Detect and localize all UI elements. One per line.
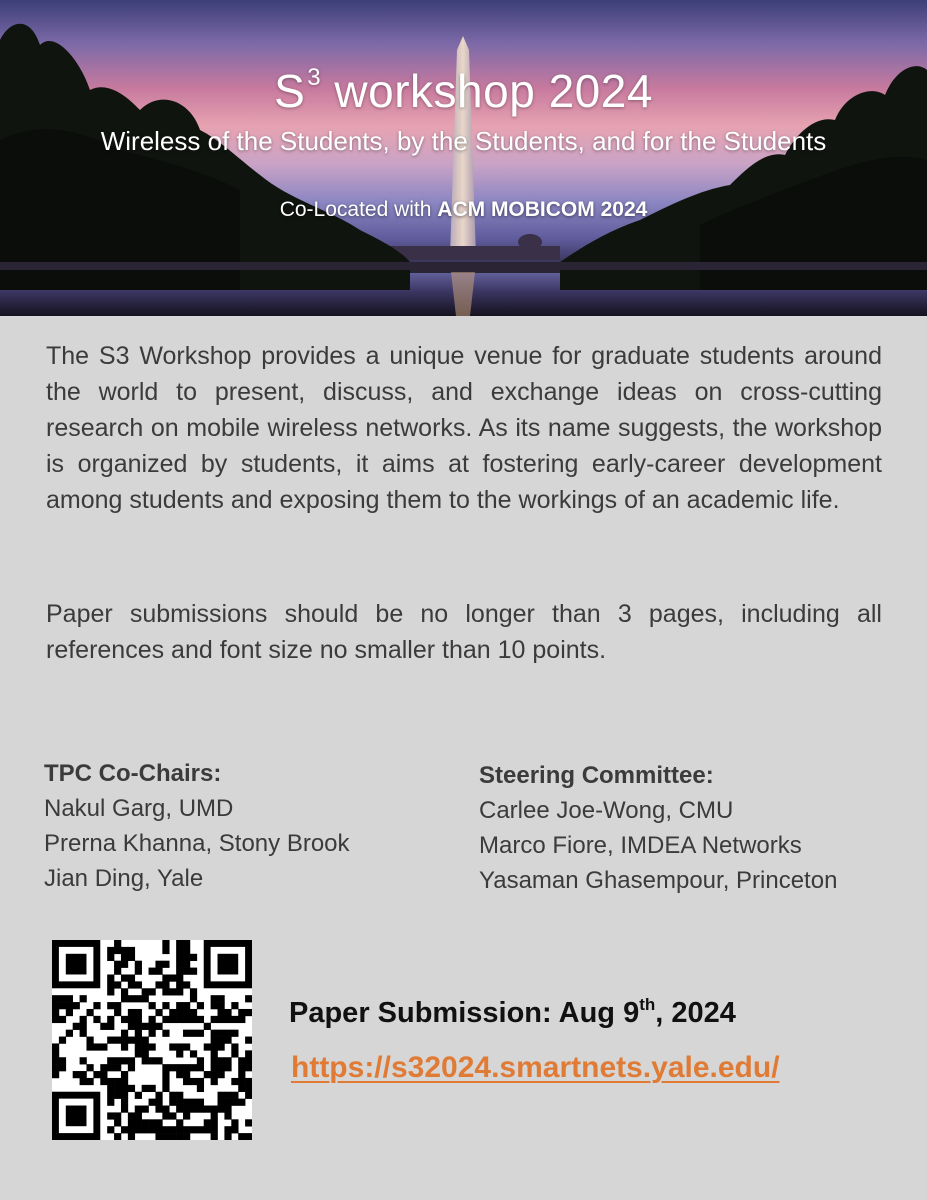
deadline-ordinal: th xyxy=(639,995,656,1014)
workshop-description: The S3 Workshop provides a unique venue for graduate students around the world to present, discuss, and exchange ideas on cross-cutting research on mobile wireless networks. As its name suggests, the workshop is organized by students, it aims at fostering early-career development among students and exposing them to the workings of an academic life. xyxy=(46,342,882,514)
tpc-member: Jian Ding, Yale xyxy=(44,865,204,892)
colocated-line xyxy=(0,198,927,222)
colocated-prefix: Co-Located with xyxy=(279,198,438,221)
submission-requirements: Paper submissions should be no longer than 3 pages, including all references and font size no smaller than 10 points. xyxy=(46,600,882,664)
tpc-member: Prerna Khanna, Stony Brook xyxy=(44,830,350,857)
colocated-event: ACM MOBICOM 2024 xyxy=(437,198,648,221)
workshop-website-link[interactable]: https://s32024.smartnets.yale.edu/ xyxy=(291,1051,780,1084)
tpc-member: Nakul Garg, UMD xyxy=(44,795,234,822)
deadline-year: , 2024 xyxy=(655,997,736,1029)
steering-committee xyxy=(479,758,837,898)
steering-member: Marco Fiore, IMDEA Networks xyxy=(479,832,802,859)
title-rest: workshop 2024 xyxy=(321,65,653,117)
deadline-label: Paper Submission: Aug 9 xyxy=(289,997,640,1029)
steering-member: Carlee Joe-Wong, CMU xyxy=(479,797,734,824)
tpc-co-chairs xyxy=(44,756,350,896)
tpc-heading: TPC Co-Chairs: xyxy=(44,760,222,787)
title-main: S xyxy=(274,65,306,117)
workshop-title xyxy=(0,64,927,118)
title-superscript: 3 xyxy=(307,64,322,91)
steering-member: Yasaman Ghasempour, Princeton xyxy=(479,867,838,894)
qr-code[interactable] xyxy=(52,940,252,1140)
steering-heading: Steering Committee: xyxy=(479,762,714,789)
submission-deadline xyxy=(289,995,736,1030)
washington-monument-photo xyxy=(0,0,927,316)
hero-banner xyxy=(0,0,927,316)
workshop-tagline: Wireless of the Students, by the Students, and for the Students xyxy=(100,126,827,156)
